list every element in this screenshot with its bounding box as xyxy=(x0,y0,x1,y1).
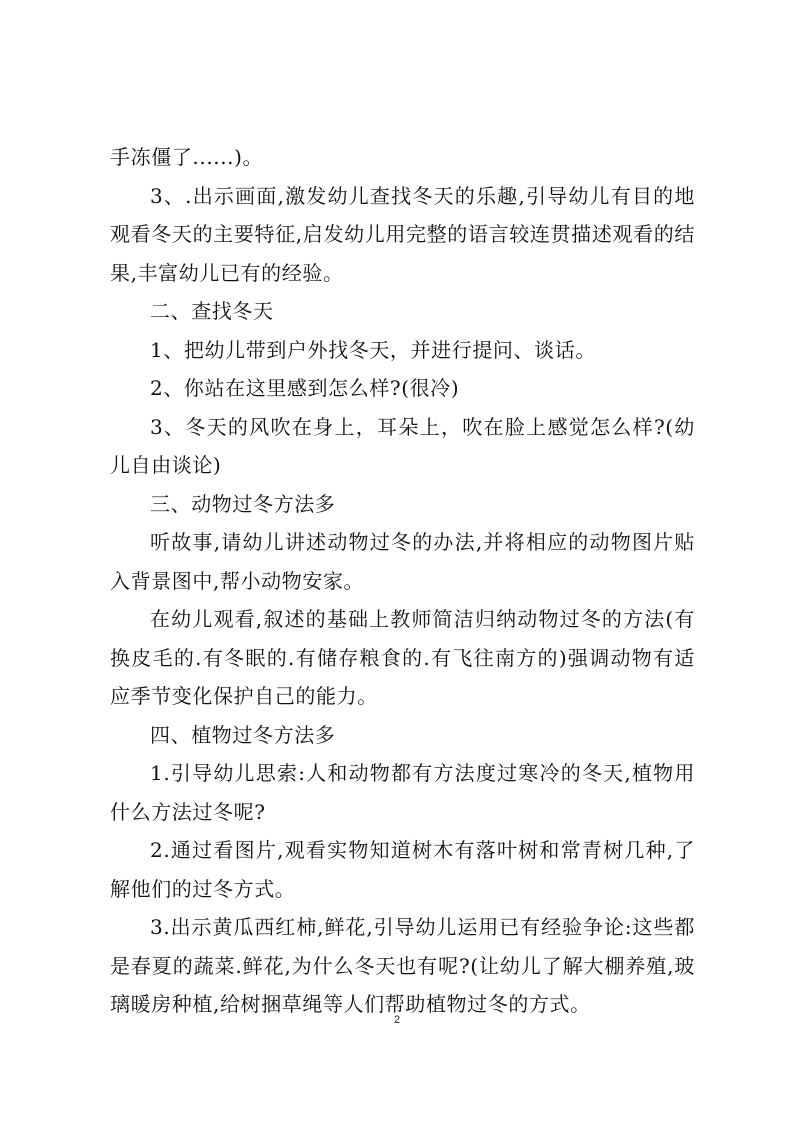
paragraph-question-feel: 2、你站在这里感到怎么样?(很冷) xyxy=(150,376,460,400)
paragraph-show-pictures: 3、.出示画面,激发幼儿查找冬天的乐趣,引导幼儿有目的地观看冬天的主要特征,启发幼儿用完整的语言较连贯描述观看的结果,丰富幼儿已有的经验。 xyxy=(110,183,695,285)
paragraph-plant-vegetables: 3.出示黄瓜西红柿,鲜花,引导幼儿运用已有经验争论:这些都是春夏的蔬菜.鲜花,为什么冬天也有呢?(让幼儿了解大棚养殖,玻璃暖房种植,给树捆草绳等人们帮助植物过冬的方式。 xyxy=(110,915,695,1016)
paragraph-continuation: 手冻僵了......)。 xyxy=(110,145,264,169)
paragraph-outdoor: 1、把幼儿带到户外找冬天，并进行提问、谈话。 xyxy=(150,337,596,362)
section-heading-animals: 三、动物过冬方法多 xyxy=(150,491,336,516)
section-heading-find-winter: 二、查找冬天 xyxy=(150,299,274,323)
paragraph-plant-pictures: 2.通过看图片,观看实物知道树木有落叶树和常青树几种,了解他们的过冬方式。 xyxy=(110,838,695,901)
document-body xyxy=(110,138,695,1024)
paragraph-animal-methods: 在幼儿观看,叙述的基础上教师简洁归纳动物过冬的方法(有换皮毛的.有冬眠的.有储存粮食的.有飞往南方的)强调动物有适应季节变化保护自己的能力。 xyxy=(110,607,695,708)
section-heading-plants: 四、植物过冬方法多 xyxy=(150,722,336,747)
page-number: 2 xyxy=(393,1014,401,1026)
paragraph-story: 听故事,请幼儿讲述动物过冬的办法,并将相应的动物图片贴入背景图中,帮小动物安家。 xyxy=(110,530,695,593)
paragraph-question-wind: 3、冬天的风吹在身上，耳朵上，吹在脸上感觉怎么样?(幼儿自由谈论) xyxy=(110,414,695,477)
paragraph-plant-think: 1.引导幼儿思索:人和动物都有方法度过寒冷的冬天,植物用什么方法过冬呢? xyxy=(110,761,695,824)
